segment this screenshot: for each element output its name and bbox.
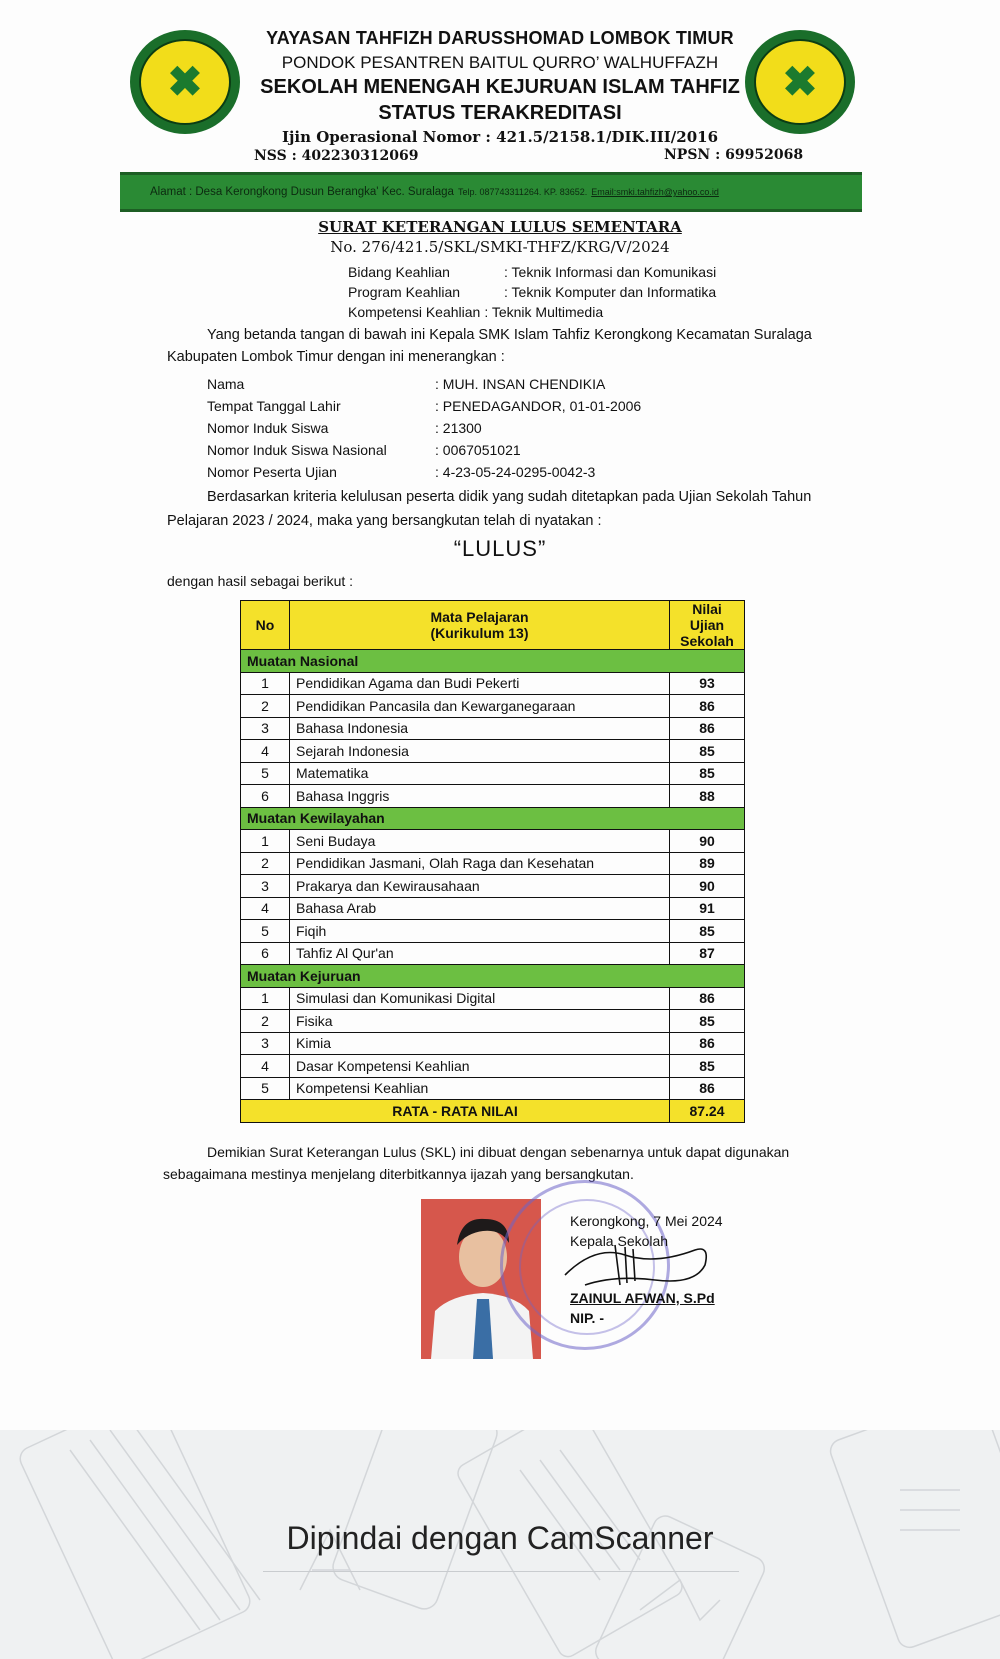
- field-label: Program Keahlian: [348, 284, 461, 300]
- signature-position: Kepala Sekolah: [570, 1233, 669, 1249]
- subject-score: 85: [670, 1010, 745, 1033]
- subject-score: 86: [670, 1032, 745, 1055]
- graduation-result: “LULUS”: [453, 536, 547, 561]
- subject-score: 85: [670, 762, 745, 785]
- quran-book-icon: ✖: [167, 58, 203, 105]
- subject-score: 86: [670, 1077, 745, 1100]
- grades-body: [241, 650, 745, 1123]
- subject-name: Simulasi dan Komunikasi Digital: [290, 987, 670, 1010]
- student-exam-number-row: [207, 464, 596, 480]
- table-row: [241, 852, 745, 875]
- field-value: : Teknik Multimedia: [484, 304, 604, 320]
- row-number: 3: [241, 1032, 290, 1055]
- table-row: [241, 1032, 745, 1055]
- subject-name: Kimia: [290, 1032, 670, 1055]
- address-text: Alamat : Desa Kerongkong Dusun Berangka' Kec. Suralaga: [150, 186, 454, 198]
- document-title: SURAT KETERANGAN LULUS SEMENTARA: [318, 218, 682, 236]
- average-label: RATA - RATA NILAI: [241, 1100, 670, 1123]
- field-label: Kompetensi Keahlian: [348, 304, 481, 320]
- header-score-line1: Nilai Ujian: [689, 601, 725, 633]
- table-row: [241, 987, 745, 1010]
- row-number: 2: [241, 852, 290, 875]
- field-program-keahlian: [348, 284, 716, 300]
- category-label: Muatan Kewilayahan: [241, 807, 745, 830]
- subject-name: Sejarah Indonesia: [290, 740, 670, 763]
- row-number: 4: [241, 897, 290, 920]
- table-row: [241, 875, 745, 898]
- average-row: [241, 1100, 745, 1123]
- table-row: [241, 695, 745, 718]
- intro-line-2: Kabupaten Lombok Timur dengan ini menerangkan :: [167, 349, 505, 365]
- contact-text: Telp. 087743311264. KP. 83652.: [457, 187, 588, 197]
- row-number: 4: [241, 1055, 290, 1078]
- subject-score: 87: [670, 942, 745, 965]
- bio-value: : MUH. INSAN CHENDIKIA: [435, 376, 606, 392]
- row-number: 2: [241, 1010, 290, 1033]
- subject-name: Bahasa Indonesia: [290, 717, 670, 740]
- subject-score: 91: [670, 897, 745, 920]
- table-row: [241, 942, 745, 965]
- subject-score: 93: [670, 672, 745, 695]
- table-row: [241, 740, 745, 763]
- field-kompetensi-keahlian: [348, 304, 603, 320]
- table-row: [241, 1010, 745, 1033]
- row-number: 5: [241, 920, 290, 943]
- document-number: No. 276/421.5/SKL/SMKI-THFZ/KRG/V/2024: [330, 238, 670, 256]
- intro-line-1: Yang betanda tangan di bawah ini Kepala SMK Islam Tahfiz Kerongkong Kecamatan Suralaga: [207, 327, 812, 343]
- subject-score: 86: [670, 695, 745, 718]
- subject-score: 90: [670, 830, 745, 853]
- table-row: [241, 1055, 745, 1078]
- subject-score: 90: [670, 875, 745, 898]
- category-row: [241, 650, 745, 673]
- row-number: 2: [241, 695, 290, 718]
- bio-value: : 21300: [435, 420, 482, 436]
- watermark-divider: [263, 1571, 739, 1572]
- bio-label: Nomor Peserta Ujian: [207, 464, 337, 480]
- criteria-line-2: Pelajaran 2023 / 2024, maka yang bersangkutan telah di nyatakan :: [167, 513, 602, 529]
- category-row: [241, 965, 745, 988]
- row-number: 3: [241, 875, 290, 898]
- criteria-line-1: Berdasarkan kriteria kelulusan peserta didik yang sudah ditetapkan pada Ujian Sekolah Tahun: [207, 489, 812, 505]
- row-number: 6: [241, 942, 290, 965]
- row-number: 1: [241, 672, 290, 695]
- subject-name: Prakarya dan Kewirausahaan: [290, 875, 670, 898]
- address-bar: [120, 172, 862, 212]
- email-link[interactable]: Email:smki.tahfizh@yahoo.co.id: [591, 187, 719, 197]
- field-value: : Teknik Komputer dan Informatika: [504, 284, 717, 300]
- subject-score: 86: [670, 987, 745, 1010]
- subject-name: Pendidikan Agama dan Budi Pekerti: [290, 672, 670, 695]
- subject-name: Dasar Kompetensi Keahlian: [290, 1055, 670, 1078]
- subject-name: Fiqih: [290, 920, 670, 943]
- school-name: SEKOLAH MENENGAH KEJURUAN ISLAM TAHFIZ: [260, 76, 740, 98]
- table-row: [241, 762, 745, 785]
- nss-number: NSS : 402230312069: [254, 148, 419, 164]
- table-row: [241, 830, 745, 853]
- student-nis-row: [207, 420, 482, 436]
- row-number: 1: [241, 830, 290, 853]
- subject-name: Kompetensi Keahlian: [290, 1077, 670, 1100]
- table-row: [241, 897, 745, 920]
- subject-score: 88: [670, 785, 745, 808]
- category-label: Muatan Kejuruan: [241, 965, 745, 988]
- table-row: [241, 920, 745, 943]
- bio-value: : 4-23-05-24-0295-0042-3: [435, 464, 596, 480]
- header-subject-line2: (Kurikulum 13): [430, 625, 529, 641]
- signature-scribble-icon: [555, 1235, 715, 1295]
- closing-line-2: sebagaimana mestinya menjelang diterbitkannya ijazah yang bersangkutan.: [163, 1166, 634, 1182]
- row-number: 3: [241, 717, 290, 740]
- subject-name: Seni Budaya: [290, 830, 670, 853]
- subject-name: Fisika: [290, 1010, 670, 1033]
- subject-name: Matematika: [290, 762, 670, 785]
- category-label: Muatan Nasional: [241, 650, 745, 673]
- field-bidang-keahlian: [348, 264, 716, 280]
- accreditation-status: STATUS TERAKREDITASI: [378, 102, 622, 124]
- table-row: [241, 1077, 745, 1100]
- closing-line-1: Demikian Surat Keterangan Lulus (SKL) ini dibuat dengan sebenarnya untuk dapat digunakan: [207, 1144, 790, 1160]
- header-score-line2: Sekolah: [680, 633, 734, 649]
- principal-name: ZAINUL AFWAN, S.Pd: [570, 1290, 715, 1306]
- header-no: No: [241, 601, 290, 650]
- bio-label: Tempat Tanggal Lahir: [207, 398, 341, 414]
- boarding-school-name: PONDOK PESANTREN BAITUL QURRO’ WALHUFFAZH: [281, 53, 719, 72]
- header-subject-line1: Mata Pelajaran: [430, 609, 529, 625]
- subject-name: Tahfiz Al Qur'an: [290, 942, 670, 965]
- row-number: 5: [241, 762, 290, 785]
- bio-label: Nama: [207, 376, 245, 392]
- bio-label: Nomor Induk Siswa: [207, 420, 329, 436]
- operating-permit: Ijin Operasional Nomor : 421.5/2158.1/DIK.III/2016: [281, 128, 719, 146]
- bio-value: : PENEDAGANDOR, 01-01-2006: [435, 398, 642, 414]
- principal-nip: NIP. -: [570, 1310, 604, 1326]
- subject-name: Pendidikan Jasmani, Olah Raga dan Kesehatan: [290, 852, 670, 875]
- subject-name: Bahasa Arab: [290, 897, 670, 920]
- results-intro: dengan hasil sebagai berikut :: [167, 573, 354, 589]
- field-value: : Teknik Informasi dan Komunikasi: [504, 264, 717, 280]
- table-row: [241, 672, 745, 695]
- subject-name: Pendidikan Pancasila dan Kewarganegaraan: [290, 695, 670, 718]
- row-number: 1: [241, 987, 290, 1010]
- average-value: 87.24: [670, 1100, 745, 1123]
- subject-score: 86: [670, 717, 745, 740]
- subject-score: 85: [670, 740, 745, 763]
- student-nisn-row: [207, 442, 521, 458]
- row-number: 6: [241, 785, 290, 808]
- foundation-name: YAYASAN TAHFIZH DARUSSHOMAD LOMBOK TIMUR: [266, 28, 734, 48]
- header-subject: [290, 601, 670, 650]
- table-row: [241, 785, 745, 808]
- npsn-number: NPSN : 69952068: [664, 147, 804, 163]
- quran-book-icon: ✖: [782, 58, 818, 105]
- row-number: 5: [241, 1077, 290, 1100]
- table-row: [241, 717, 745, 740]
- table-header-row: [241, 601, 745, 650]
- row-number: 4: [241, 740, 290, 763]
- subject-score: 89: [670, 852, 745, 875]
- subject-score: 85: [670, 1055, 745, 1078]
- signature-place-date: Kerongkong, 7 Mei 2024: [570, 1213, 723, 1229]
- grades-table: [240, 600, 745, 1123]
- student-birth-row: [207, 398, 642, 414]
- subject-score: 85: [670, 920, 745, 943]
- header-score: [670, 601, 745, 650]
- student-name-row: [207, 376, 606, 392]
- subject-name: Bahasa Inggris: [290, 785, 670, 808]
- field-label: Bidang Keahlian: [348, 264, 450, 280]
- bio-label: Nomor Induk Siswa Nasional: [207, 442, 387, 458]
- camscanner-watermark: Dipindai dengan CamScanner: [286, 1520, 714, 1556]
- category-row: [241, 807, 745, 830]
- bio-value: : 0067051021: [435, 442, 521, 458]
